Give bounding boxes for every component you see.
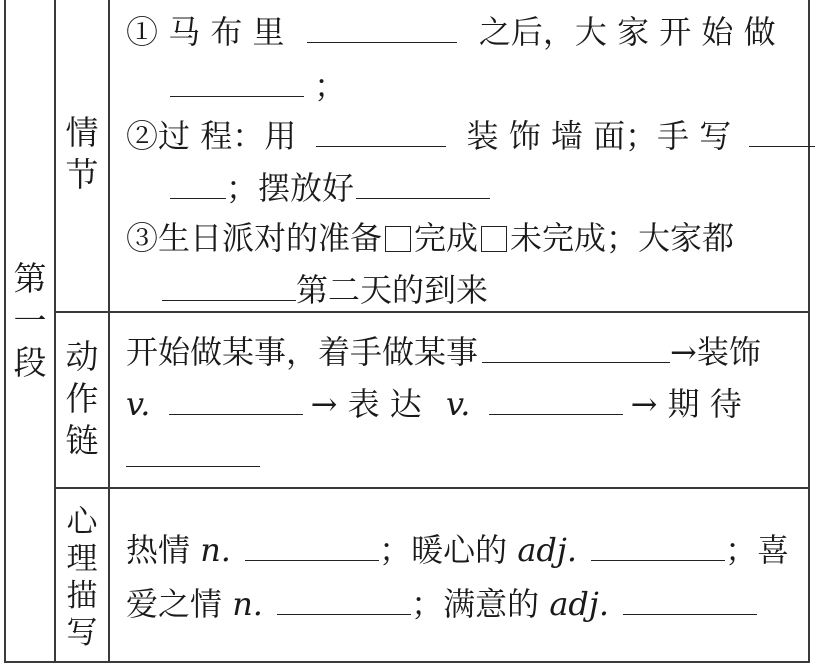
answer-blank[interactable] xyxy=(170,170,226,199)
psychology-label xyxy=(60,504,104,652)
action-line1-text: 开始做某事，着手做某事 xyxy=(126,333,479,371)
section-label-char: 一 xyxy=(13,301,47,340)
plot-item3-line1 xyxy=(126,218,734,258)
psych-line2-text: 爱之情 xyxy=(126,585,223,623)
plot-item2-text-b: 装 饰 墙 面；手 写 xyxy=(466,117,732,155)
action-line3 xyxy=(126,436,260,476)
action-line1-decorate: →装饰 xyxy=(670,333,761,371)
outer-right-border xyxy=(808,0,810,662)
answer-blank[interactable] xyxy=(126,438,260,467)
plot-item3-text: 生日派对的准备 xyxy=(158,219,383,257)
action-label-char: 作 xyxy=(65,379,99,418)
pos-adj: adj. xyxy=(517,531,577,569)
action-line1 xyxy=(126,332,761,372)
psych-line1 xyxy=(126,530,789,570)
outer-left-border xyxy=(4,0,6,662)
psych-line2 xyxy=(126,584,757,624)
plot-item3-line2 xyxy=(162,270,488,310)
plot-item2-line1 xyxy=(126,116,815,156)
plot-item1-end: ； xyxy=(314,67,347,105)
outer-bottom-border xyxy=(4,661,810,663)
row-divider-2 xyxy=(54,487,810,489)
answer-blank[interactable] xyxy=(307,14,457,43)
psych-label-char: 写 xyxy=(66,615,98,651)
col-divider-1 xyxy=(54,0,56,662)
pos-noun: n. xyxy=(232,585,263,623)
answer-blank[interactable] xyxy=(482,334,670,363)
plot-item2-text: 过 程：用 xyxy=(158,117,297,155)
plot-item1-line2 xyxy=(170,66,346,106)
section-label xyxy=(10,258,50,384)
item-number: ① xyxy=(126,13,159,51)
answer-blank[interactable] xyxy=(169,386,303,415)
option-incomplete-label: 未完成；大家都 xyxy=(510,219,735,257)
answer-blank[interactable] xyxy=(749,118,815,147)
action-label-char: 链 xyxy=(65,421,99,460)
action-chain-label xyxy=(60,336,104,462)
pos-verb: v. xyxy=(445,385,471,423)
psych-line1-text: 热情 xyxy=(126,531,191,569)
action-line2 xyxy=(126,384,742,424)
psych-line1-text-c: ；喜 xyxy=(725,531,790,569)
item-number: ③ xyxy=(126,219,159,257)
plot-label-char: 情 xyxy=(65,113,99,152)
plot-item1-line1 xyxy=(126,12,776,52)
row-divider-1 xyxy=(54,311,810,313)
psych-line2-text-b: ；满意的 xyxy=(411,585,540,623)
plot-item1-text: 马 布 里 xyxy=(168,13,285,51)
section-label-char: 段 xyxy=(13,343,47,382)
answer-blank[interactable] xyxy=(277,586,411,615)
answer-blank[interactable] xyxy=(489,386,623,415)
answer-blank[interactable] xyxy=(623,586,757,615)
action-line2-express: → 表 达 xyxy=(310,385,422,423)
plot-item2-line2 xyxy=(170,168,490,208)
item-number: ② xyxy=(126,117,159,155)
psych-label-char: 描 xyxy=(66,578,98,614)
answer-blank[interactable] xyxy=(591,532,725,561)
answer-blank[interactable] xyxy=(170,68,304,97)
plot-item2-text-c: ；摆放好 xyxy=(226,169,355,207)
plot-item3-text-b: 第二天的到来 xyxy=(296,271,489,309)
action-label-char: 动 xyxy=(65,337,99,376)
answer-blank[interactable] xyxy=(316,118,446,147)
answer-blank[interactable] xyxy=(356,170,490,199)
plot-label-char: 节 xyxy=(65,155,99,194)
answer-blank[interactable] xyxy=(162,272,296,301)
psych-label-char: 心 xyxy=(66,504,98,540)
action-line2-expect: → 期 待 xyxy=(630,385,742,423)
col-divider-2 xyxy=(108,0,110,662)
answer-blank[interactable] xyxy=(245,532,379,561)
psych-line1-text-b: ；暖心的 xyxy=(379,531,508,569)
option-complete-label: 完成 xyxy=(414,219,479,257)
pos-noun: n. xyxy=(200,531,231,569)
checkbox-complete[interactable] xyxy=(385,226,411,252)
section-label-char: 第 xyxy=(13,259,47,298)
plot-label xyxy=(60,112,104,196)
checkbox-incomplete[interactable] xyxy=(481,226,507,252)
psych-label-char: 理 xyxy=(66,541,98,577)
pos-adj: adj. xyxy=(549,585,609,623)
pos-verb: v. xyxy=(126,385,151,423)
plot-item1-text-b: 之后，大 家 开 始 做 xyxy=(478,13,776,51)
